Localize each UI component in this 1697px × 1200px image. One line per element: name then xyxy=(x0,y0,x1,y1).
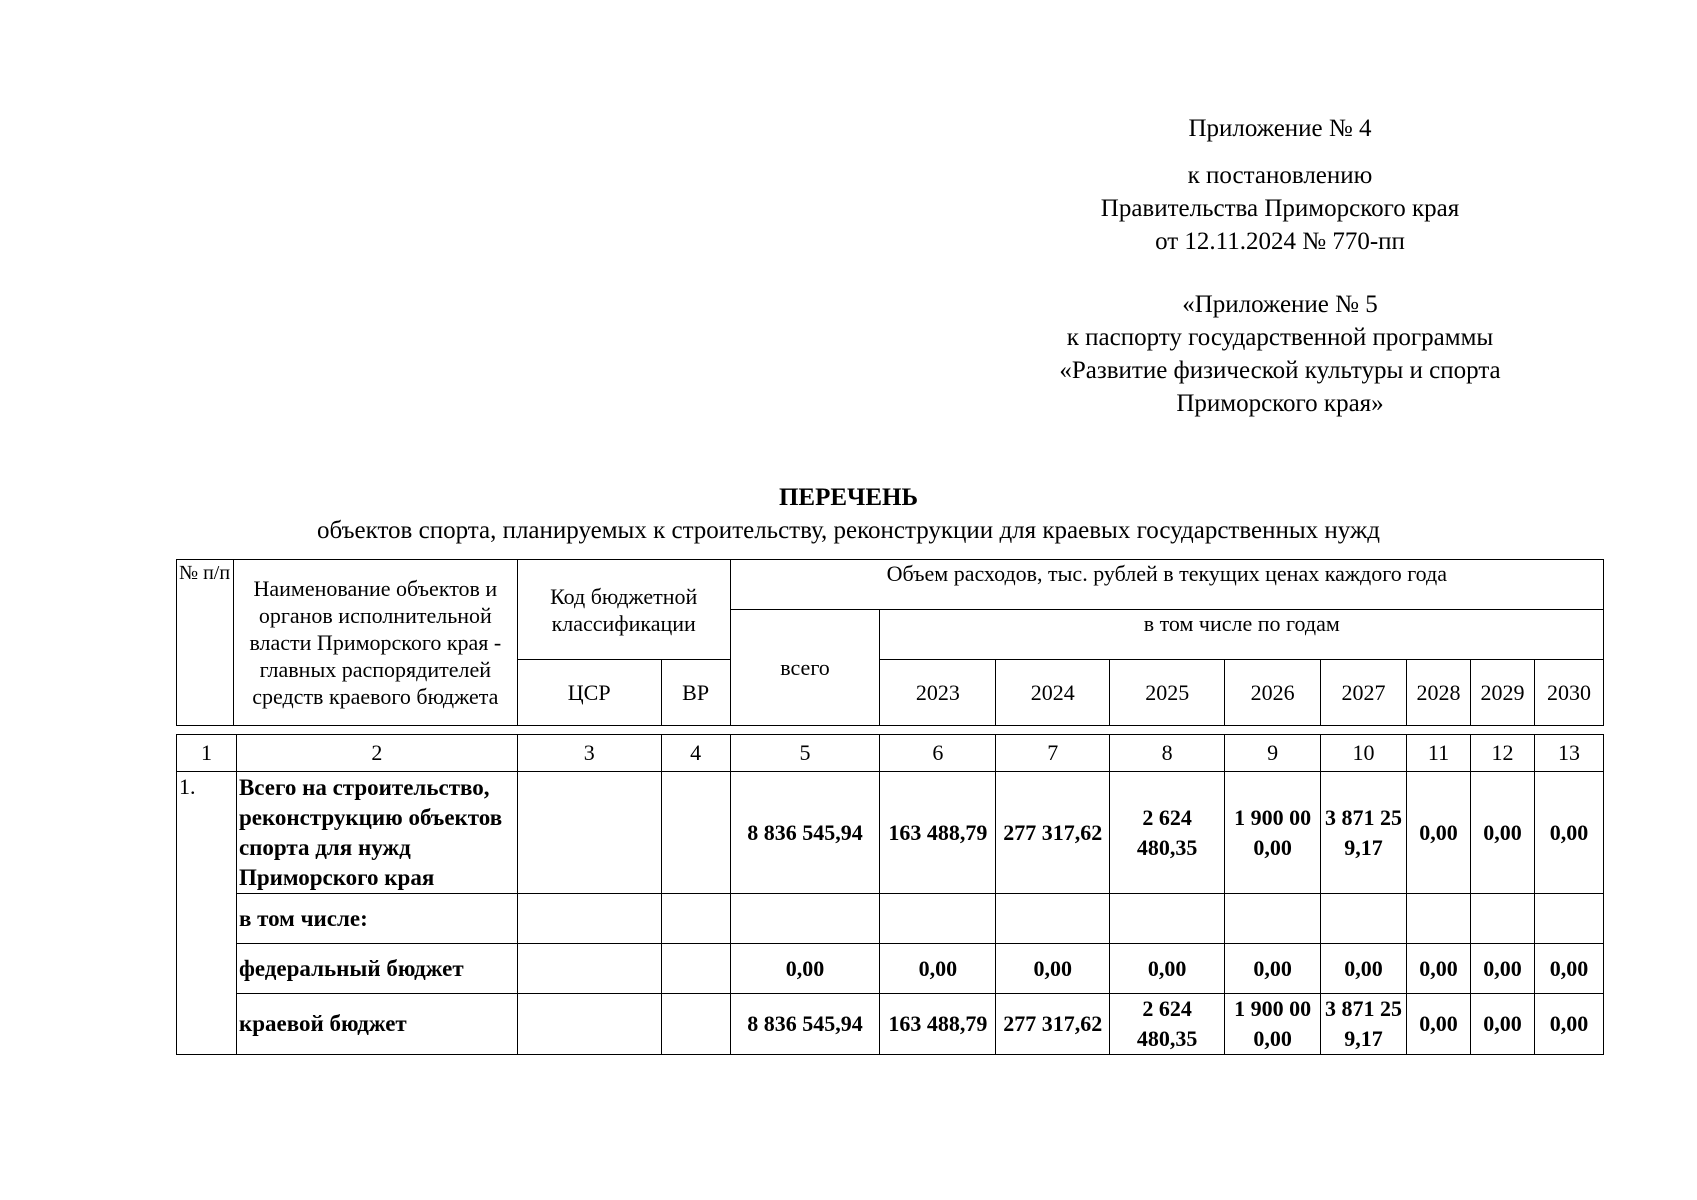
row-value: 0,00 xyxy=(1407,944,1471,994)
column-number-row xyxy=(177,735,1604,772)
col-header-vr: ВР xyxy=(661,660,730,726)
table-header xyxy=(176,559,1604,726)
table-row xyxy=(177,894,1604,944)
row-value: 0,00 xyxy=(1225,944,1321,994)
row-vr xyxy=(661,944,730,994)
row-csr xyxy=(517,772,661,894)
row-vr xyxy=(661,894,730,944)
col-header-year: 2023 xyxy=(880,660,996,726)
column-number: 11 xyxy=(1407,735,1471,772)
row-value: 0,00 xyxy=(1470,944,1534,994)
row-value: 277 317,62 xyxy=(996,994,1110,1055)
row-value: 1 900 000,00 xyxy=(1225,994,1321,1055)
column-number: 8 xyxy=(1110,735,1225,772)
program-name: «Развитие физической культуры и спорта xyxy=(1059,357,1501,384)
to-resolution: к постановлению xyxy=(1187,162,1373,189)
column-number: 2 xyxy=(236,735,517,772)
row-value: 0,00 xyxy=(1110,944,1225,994)
column-number: 13 xyxy=(1534,735,1603,772)
row-value: 8 836 545,94 xyxy=(730,994,880,1055)
row-value xyxy=(1110,894,1225,944)
column-number: 4 xyxy=(661,735,730,772)
col-header-year: 2028 xyxy=(1407,660,1471,726)
row-value: 0,00 xyxy=(1321,944,1407,994)
column-number: 3 xyxy=(517,735,661,772)
government-name: Правительства Приморского края xyxy=(1100,195,1460,222)
row-csr xyxy=(517,944,661,994)
appendix-header xyxy=(1030,112,1530,420)
document-title: ПЕРЕЧЕНЬ xyxy=(778,484,919,511)
row-value: 0,00 xyxy=(1470,772,1534,894)
column-number: 5 xyxy=(730,735,880,772)
col-header-by-years: в том числе по годам xyxy=(880,610,1604,660)
row-value: 163 488,79 xyxy=(880,772,996,894)
col-header-volume: Объем расходов, тыс. рублей в текущих ценах каждого года xyxy=(730,560,1603,610)
row-value xyxy=(880,894,996,944)
row-name: Всего на строительство, реконструкцию объектов спорта для нужд Приморского края xyxy=(236,772,517,894)
row-csr xyxy=(517,894,661,944)
col-header-total: всего xyxy=(730,610,880,726)
appendix5-label: «Приложение № 5 xyxy=(1182,291,1378,318)
row-name: в том числе: xyxy=(236,894,517,944)
column-number: 1 xyxy=(177,735,237,772)
col-header-year: 2027 xyxy=(1321,660,1407,726)
column-number: 6 xyxy=(880,735,996,772)
table-row xyxy=(177,944,1604,994)
column-number: 12 xyxy=(1470,735,1534,772)
row-name: краевой бюджет xyxy=(236,994,517,1055)
column-number: 7 xyxy=(996,735,1110,772)
row-vr xyxy=(661,994,730,1055)
appendix-number: Приложение № 4 xyxy=(1188,115,1372,142)
row-number: 1. xyxy=(177,772,237,1055)
col-header-year: 2025 xyxy=(1110,660,1225,726)
row-value: 8 836 545,94 xyxy=(730,772,880,894)
row-value: 0,00 xyxy=(1407,772,1471,894)
row-value: 0,00 xyxy=(1534,994,1603,1055)
row-value: 277 317,62 xyxy=(996,772,1110,894)
row-name: федеральный бюджет xyxy=(236,944,517,994)
table-row xyxy=(177,772,1604,894)
row-value: 2 624 480,35 xyxy=(1110,994,1225,1055)
row-value xyxy=(1225,894,1321,944)
row-value: 0,00 xyxy=(730,944,880,994)
to-passport: к паспорту государственной программы xyxy=(1066,324,1494,351)
row-value: 0,00 xyxy=(880,944,996,994)
row-value: 0,00 xyxy=(996,944,1110,994)
row-csr xyxy=(517,994,661,1055)
table-row xyxy=(177,994,1604,1055)
row-value xyxy=(1470,894,1534,944)
col-header-no: № п/п xyxy=(177,560,234,726)
col-header-csr: ЦСР xyxy=(517,660,661,726)
region-name: Приморского края» xyxy=(1176,390,1384,417)
column-number: 10 xyxy=(1321,735,1407,772)
document-subtitle: объектов спорта, планируемых к строительству, реконструкции для краевых государственных нужд xyxy=(317,517,1380,544)
col-header-year: 2029 xyxy=(1470,660,1534,726)
row-value: 3 871 259,17 xyxy=(1321,772,1407,894)
row-value xyxy=(996,894,1110,944)
col-header-year: 2030 xyxy=(1534,660,1603,726)
resolution-date-number: от 12.11.2024 № 770-пп xyxy=(1155,228,1405,255)
row-value: 0,00 xyxy=(1534,772,1603,894)
row-value: 0,00 xyxy=(1470,994,1534,1055)
col-header-name: Наименование объектов и органов исполнительной власти Приморского края - главных распорядителей средств краевого бюджета xyxy=(233,560,517,726)
table-body xyxy=(176,734,1604,1055)
col-header-code: Код бюджетной классификации xyxy=(517,560,730,660)
row-value: 3 871 259,17 xyxy=(1321,994,1407,1055)
row-value: 163 488,79 xyxy=(880,994,996,1055)
col-header-year: 2024 xyxy=(996,660,1110,726)
row-value: 1 900 000,00 xyxy=(1225,772,1321,894)
row-vr xyxy=(661,772,730,894)
row-value: 0,00 xyxy=(1407,994,1471,1055)
row-value: 0,00 xyxy=(1534,944,1603,994)
row-value xyxy=(1321,894,1407,944)
row-value xyxy=(1534,894,1603,944)
col-header-year: 2026 xyxy=(1225,660,1321,726)
row-value xyxy=(1407,894,1471,944)
row-value: 2 624 480,35 xyxy=(1110,772,1225,894)
column-number: 9 xyxy=(1225,735,1321,772)
row-value xyxy=(730,894,880,944)
